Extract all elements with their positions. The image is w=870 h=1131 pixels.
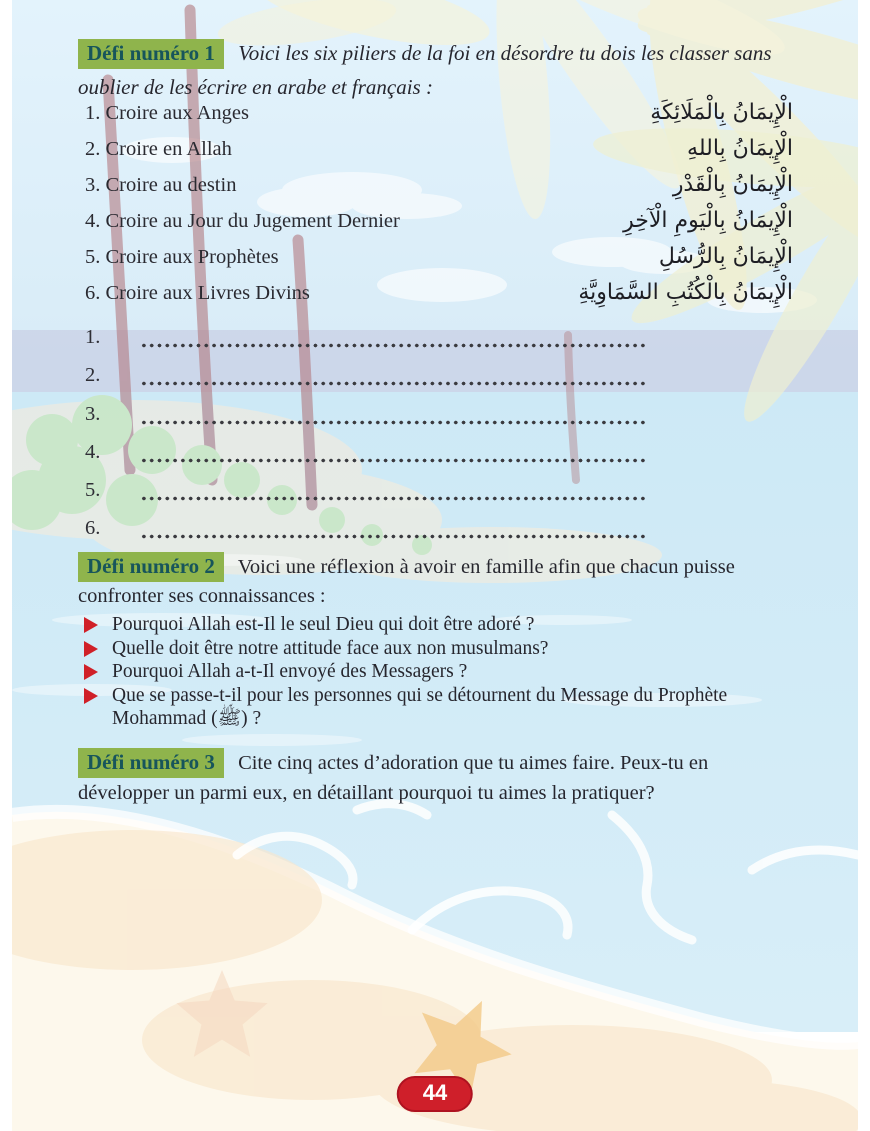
challenge3-text-block: [78, 748, 800, 808]
answer-dotted-line[interactable]: [140, 496, 645, 501]
page-number: 44: [422, 1080, 448, 1105]
pillar-arabic: الْإِيمَانُ بِالْقَدْرِ: [672, 172, 793, 197]
pillar-french: 5. Croire aux Prophètes: [85, 246, 279, 268]
answer-row: [85, 403, 655, 441]
pillar-row: [85, 280, 793, 316]
answer-row: [85, 479, 655, 517]
answer-row: [85, 517, 655, 555]
challenge1-intro: [78, 36, 792, 104]
bullet-arrow-icon: [84, 617, 98, 633]
pillar-row: [85, 244, 793, 280]
pillar-french: 4. Croire au Jour du Jugement Dernier: [85, 210, 400, 232]
pillar-french: 3. Croire au destin: [85, 174, 237, 196]
challenge3-text: Cite cinq actes d’adoration que tu aimes faire. Peux-tu en développer un parmi eux, en détaillant pourquoi tu aimes la pratiquer?: [78, 752, 709, 804]
pillar-french: 1. Croire aux Anges: [85, 102, 249, 124]
answer-dotted-line[interactable]: [140, 458, 645, 463]
challenge2-questions: [84, 613, 800, 731]
question-item: [84, 637, 800, 661]
bullet-arrow-icon: [84, 664, 98, 680]
answer-number: 1.: [85, 326, 101, 348]
challenge2-intro: [78, 552, 792, 610]
answer-row: [85, 326, 655, 364]
pillar-french: 6. Croire aux Livres Divins: [85, 282, 310, 304]
pillar-arabic: الْإِيمَانُ بِاللهِ: [687, 136, 793, 161]
pillar-arabic: الْإِيمَانُ بِالْكُتُبِ السَّمَاوِيَّةِ: [578, 280, 793, 305]
pillar-arabic: الْإِيمَانُ بِالرُّسُلِ: [658, 244, 793, 269]
challenge1-intro-text: Voici les six piliers de la foi en désordre tu dois les classer sans oublier de les écrire en arabe et français :: [78, 41, 772, 99]
question-item: [84, 684, 800, 731]
challenge1-badge: Défi numéro 1: [78, 39, 224, 69]
pillar-arabic: الْإِيمَانُ بِالْمَلَائِكَةِ: [650, 100, 793, 125]
answer-dotted-line[interactable]: [140, 534, 645, 539]
answer-row: [85, 441, 655, 479]
question-text: Que se passe-t-il pour les personnes qui se détournent du Message du Prophète Mohammad (ﷺ) ?: [112, 684, 728, 730]
answer-dotted-line[interactable]: [140, 381, 645, 386]
page-number-badge: [397, 1076, 473, 1112]
answer-number: 5.: [85, 479, 101, 502]
answer-lines: [85, 326, 655, 556]
bullet-arrow-icon: [84, 688, 98, 704]
challenge2-badge: Défi numéro 2: [78, 552, 224, 582]
answer-number: 3.: [85, 402, 101, 425]
pillar-french: 2. Croire en Allah: [85, 138, 232, 160]
pillars-list: [85, 100, 793, 316]
bullet-arrow-icon: [84, 641, 98, 657]
answer-number: 4.: [85, 440, 101, 463]
answer-dotted-line[interactable]: [140, 343, 645, 348]
question-item: [84, 660, 800, 684]
pillar-arabic: الْإِيمَانُ بِالْيَومِ الْآخِرِ: [623, 208, 793, 233]
question-text: Quelle doit être notre attitude face aux non musulmans?: [112, 637, 549, 659]
question-text: Pourquoi Allah est-Il le seul Dieu qui doit être adoré ?: [112, 614, 535, 635]
question-item: [84, 613, 800, 637]
pillar-row: [85, 208, 793, 244]
question-text: Pourquoi Allah a-t-Il envoyé des Messagers ?: [112, 661, 468, 683]
answer-dotted-line[interactable]: [140, 420, 645, 425]
pillar-row: [85, 136, 793, 172]
pillar-row: [85, 172, 793, 208]
challenge2-intro-text: Voici une réflexion à avoir en famille afin que chacun puisse confronter ses connaissances :: [78, 556, 735, 607]
answer-number: 6.: [85, 517, 101, 540]
pillar-row: [85, 100, 793, 136]
challenge3-badge: Défi numéro 3: [78, 748, 224, 778]
answer-number: 2.: [85, 364, 101, 387]
answer-row: [85, 364, 655, 402]
